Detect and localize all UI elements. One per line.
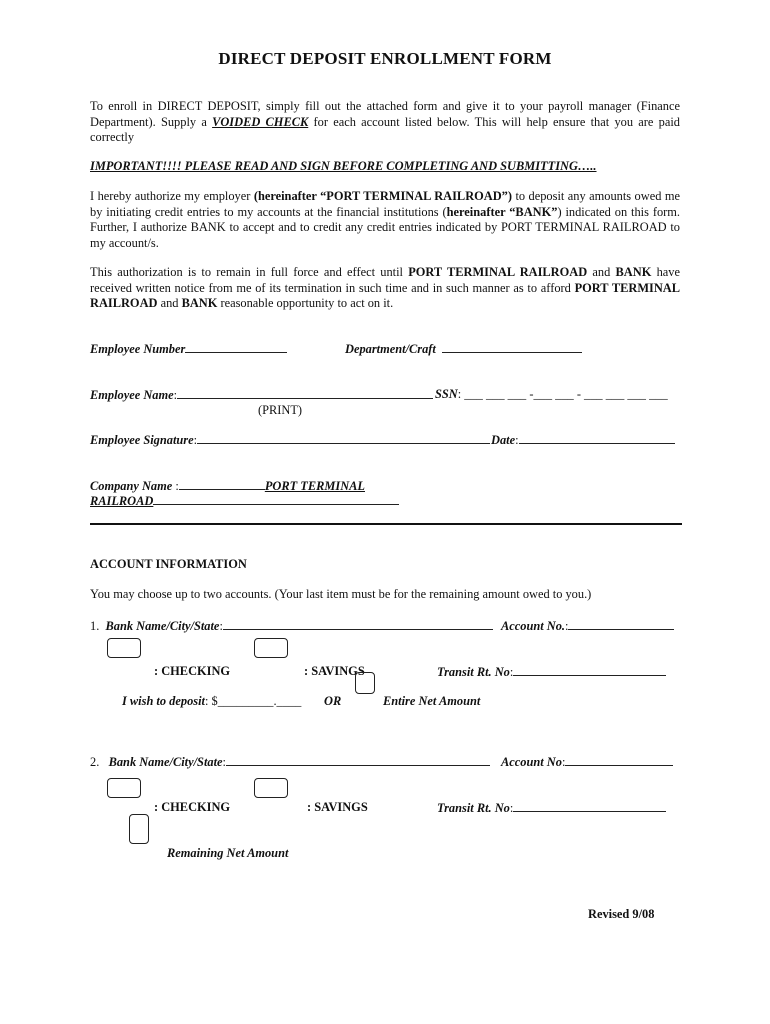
employee-number-field[interactable] xyxy=(90,341,287,357)
employer-definition: (hereinafter “PORT TERMINAL RAILROAD”) xyxy=(253,189,512,203)
intro-text: To enroll in DIRECT DEPOSIT, simply fill out the attached form and give it to your payroll manager (Finance Department). Supply a xyxy=(90,99,680,129)
acct1-checking-label: : CHECKING xyxy=(154,664,231,678)
bank-definition: hereinafter “BANK” xyxy=(446,204,558,219)
acct1-bank-label: Bank Name/City/State xyxy=(105,619,220,633)
force-text-2: have received written notice from me of its termination in such time and in such manner as to afford xyxy=(90,265,680,295)
acct1-transit-label: Transit Rt. No xyxy=(437,665,510,679)
acct1-bank-field[interactable] xyxy=(90,618,493,634)
acct2-account-no-field[interactable] xyxy=(501,754,673,770)
acct2-account-no-label: Account No xyxy=(501,755,562,769)
acct1-bank-line[interactable] xyxy=(223,618,493,630)
acct2-checking-label: : CHECKING xyxy=(154,800,231,814)
acct2-bank-field[interactable] xyxy=(90,754,490,770)
signature-colon: : xyxy=(193,433,198,447)
force-and-2: and xyxy=(157,296,182,311)
acct2-account-no-colon: : xyxy=(561,755,566,769)
acct1-account-no-field[interactable] xyxy=(501,618,674,634)
employee-name-label: Employee Name xyxy=(90,388,174,402)
company-name-cont xyxy=(90,493,399,509)
acct1-account-no-label: Account No. xyxy=(501,619,566,633)
acct2-account-no-line[interactable] xyxy=(565,754,673,766)
acct2-transit-line[interactable] xyxy=(513,800,666,812)
acct2-remaining-net-checkbox[interactable] xyxy=(129,814,149,844)
employee-name-line[interactable] xyxy=(177,387,433,399)
date-label: Date xyxy=(491,433,516,447)
acct2-number: 2. xyxy=(90,755,100,769)
revision-note: Revised 9/08 xyxy=(588,907,655,921)
ptr-emphasis-1: PORT TERMINAL RAILROAD xyxy=(408,265,588,279)
company-value-line1: PORT TERMINAL xyxy=(264,479,365,493)
acct1-transit-line[interactable] xyxy=(513,664,666,676)
acct2-savings-checkbox[interactable] xyxy=(254,778,288,798)
acct1-entire-net-checkbox[interactable] xyxy=(355,672,375,694)
acct1-bank-colon: : xyxy=(219,619,223,633)
acct2-checking-checkbox[interactable] xyxy=(107,778,141,798)
bank-emphasis-2: BANK xyxy=(181,296,218,311)
acct1-transit-colon: : xyxy=(509,665,514,679)
department-line[interactable] xyxy=(442,341,582,353)
signature-line[interactable] xyxy=(197,432,490,444)
acct1-entire-net-label: Entire Net Amount xyxy=(383,694,481,708)
signature-label: Employee Signature xyxy=(90,433,194,447)
company-value-line2: RAILROAD xyxy=(90,494,154,508)
acct2-transit-colon: : xyxy=(509,801,514,815)
company-line-post xyxy=(153,493,399,505)
acct1-deposit-label: I wish to deposit xyxy=(122,694,205,708)
acct1-account-no-colon: : xyxy=(565,619,569,633)
department-field[interactable] xyxy=(345,341,582,357)
bank-emphasis-1: BANK xyxy=(615,265,652,279)
authorization-paragraph xyxy=(90,189,680,251)
ssn-label: SSN xyxy=(435,387,458,401)
acct1-savings-checkbox[interactable] xyxy=(254,638,288,658)
auth-text-1: I hereby authorize my employer xyxy=(90,189,254,203)
acct1-deposit-field[interactable] xyxy=(122,694,301,709)
acct1-transit-field[interactable] xyxy=(437,664,666,680)
company-name-field xyxy=(90,478,365,494)
company-name-colon: : xyxy=(172,479,179,493)
auth-text-2: to deposit any amounts owed me by initiating credit entries to my accounts at the financial institutions ( xyxy=(90,189,680,219)
acct1-savings-label: : SAVINGS xyxy=(304,664,365,678)
acct1-or: OR xyxy=(324,694,342,708)
acct2-transit-label: Transit Rt. No xyxy=(437,801,510,815)
employee-number-label: Employee Number xyxy=(90,342,186,356)
account-info-heading: ACCOUNT INFORMATION xyxy=(90,557,247,571)
date-line[interactable] xyxy=(519,432,675,444)
acct1-account-no-line[interactable] xyxy=(568,618,674,630)
force-text-3: reasonable opportunity to act on it. xyxy=(217,296,394,311)
force-and-1: and xyxy=(587,265,616,279)
force-text-1: This authorization is to remain in full force and effect until xyxy=(90,265,409,279)
signature-field[interactable] xyxy=(90,432,490,448)
acct1-deposit-amount[interactable]: : $_________.____ xyxy=(204,694,302,708)
acct2-remaining-net-label: Remaining Net Amount xyxy=(167,846,289,860)
acct2-bank-label: Bank Name/City/State xyxy=(108,755,223,769)
form-title: DIRECT DEPOSIT ENROLLMENT FORM xyxy=(218,49,552,68)
intro-paragraph xyxy=(90,99,680,146)
section-divider xyxy=(90,523,682,525)
date-colon: : xyxy=(515,433,519,447)
company-name-label: Company Name xyxy=(90,479,173,493)
employee-name-field[interactable] xyxy=(90,387,433,403)
acct1-number: 1. xyxy=(90,619,100,633)
ssn-field[interactable] xyxy=(435,387,668,402)
employee-name-colon: : xyxy=(173,388,178,402)
department-label: Department/Craft xyxy=(345,342,436,356)
print-note: (PRINT) xyxy=(258,403,303,417)
important-notice: IMPORTANT!!!! PLEASE READ AND SIGN BEFORE COMPLETING AND SUBMITTING….. xyxy=(90,159,597,173)
voided-check-emphasis: VOIDED CHECK xyxy=(212,114,309,129)
account-info-note: You may choose up to two accounts. (Your last item must be for the remaining amount owed to you.) xyxy=(90,587,592,601)
company-line-pre xyxy=(179,478,265,490)
employee-number-line[interactable] xyxy=(185,341,287,353)
date-field[interactable] xyxy=(491,432,675,448)
acct2-bank-colon: : xyxy=(222,755,226,769)
intro-text-end: for each account listed below. This will help ensure that you are paid correctly xyxy=(90,114,680,145)
force-paragraph xyxy=(90,265,680,312)
ssn-mask[interactable]: : ___ ___ ___ -___ ___ - ___ ___ ___ ___ xyxy=(457,387,668,401)
acct2-bank-line[interactable] xyxy=(226,754,490,766)
acct2-savings-label: : SAVINGS xyxy=(307,800,368,814)
acct2-transit-field[interactable] xyxy=(437,800,666,816)
auth-text-3: ) indicated on this form. Further, I authorize BANK to accept and to credit any credit entries indicated by PORT TERMINAL RAILROAD to my account/s. xyxy=(90,204,681,250)
ptr-emphasis-2: PORT TERMINAL RAILROAD xyxy=(90,280,680,311)
acct1-checking-checkbox[interactable] xyxy=(107,638,141,658)
